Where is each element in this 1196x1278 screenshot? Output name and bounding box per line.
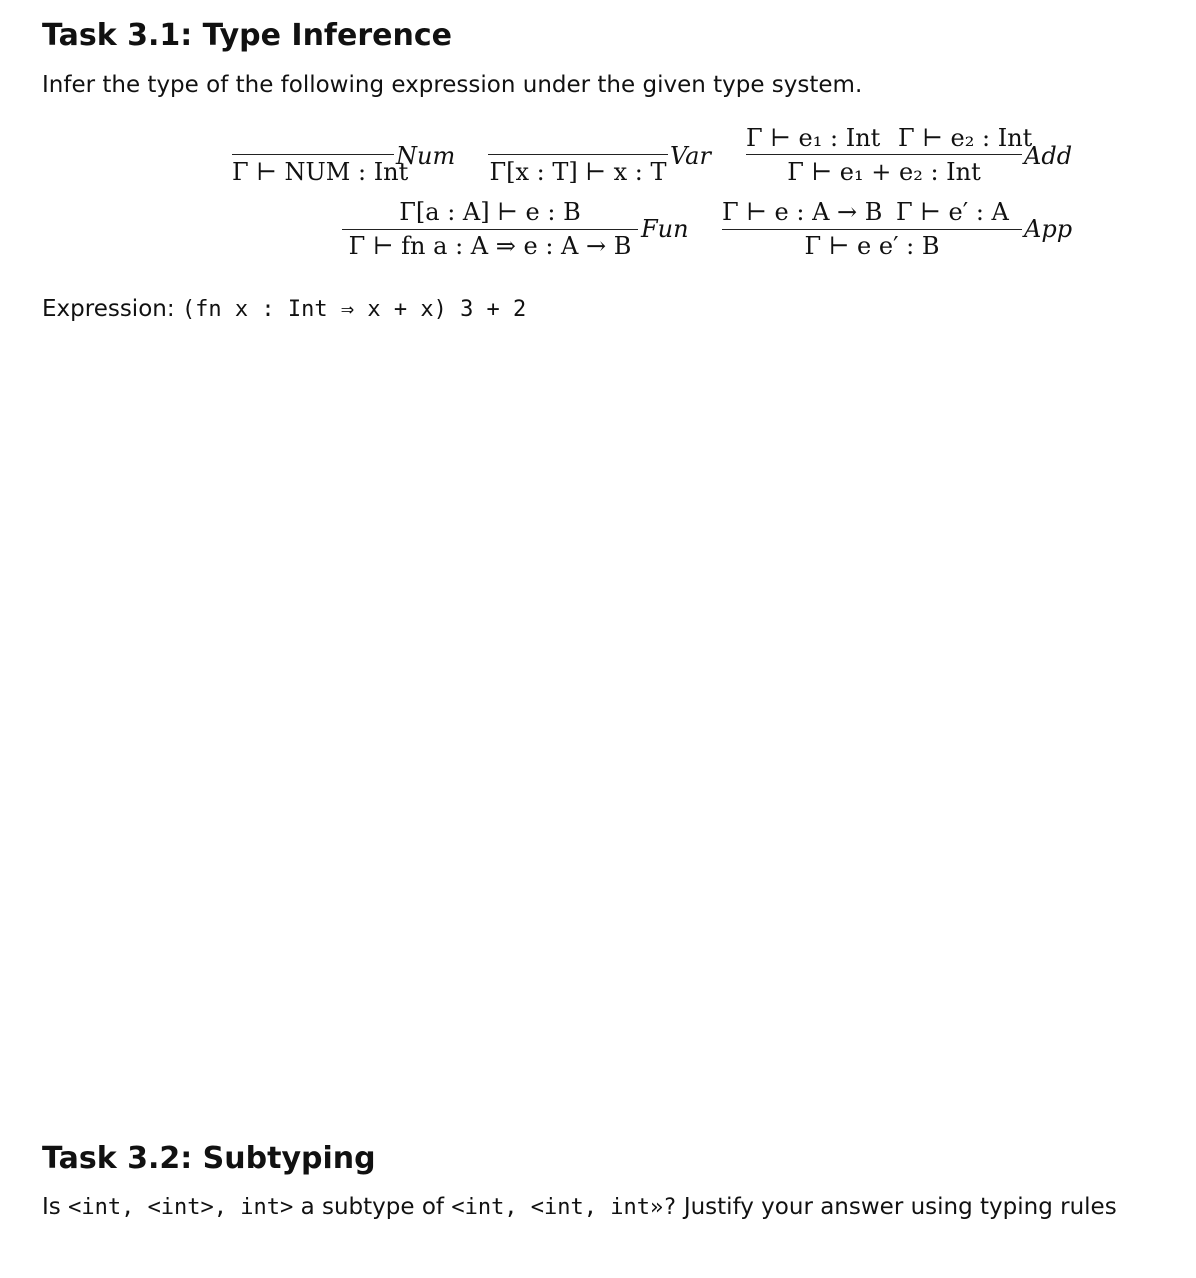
rule-num-name: Num [396,142,456,170]
rule-add-premise-2: Γ ⊢ e₂ : Int [898,124,1033,152]
rule-add-conclusion: Γ ⊢ e₁ + e₂ : Int [787,158,981,186]
expression-code: (fn x : Int ⇒ x + x) 3 + 2 [181,297,527,322]
rule-add-bar [746,154,1022,155]
type-1: <int, <int>, int> [68,1195,294,1220]
rule-app-name: App [1024,215,1073,243]
rule-var-name: Var [670,142,711,170]
question-prefix: Is [42,1194,61,1220]
rule-var-bar [488,154,668,155]
rule-app-premise-1: Γ ⊢ e : A → B [722,198,883,226]
rule-fun-bar [342,229,638,230]
task-3-1-title: Task 3.1: Type Inference [42,18,452,53]
expression-line [42,296,526,322]
rule-num-conclusion: Γ ⊢ NUM : Int [232,158,409,186]
task-3-2-question [42,1194,1117,1220]
rule-app-conclusion: Γ ⊢ e e′ : B [804,232,940,260]
question-suffix: Justify your answer using typing rules [683,1194,1117,1220]
rule-fun-name: Fun [641,215,689,243]
rule-fun-conclusion: Γ ⊢ fn a : A ⇒ e : A → B [348,232,632,260]
expression-label: Expression: [42,296,175,322]
rule-app-bar [722,229,1022,230]
rule-var-conclusion: Γ[x : T] ⊢ x : T [489,158,667,186]
rule-add-name: Add [1024,142,1073,170]
task-3-1-instruction: Infer the type of the following expression under the given type system. [42,72,863,98]
rule-app-premise-2: Γ ⊢ e′ : A [896,198,1009,226]
task-3-2-title: Task 3.2: Subtyping [42,1141,376,1176]
type-2: <int, <int, int»? [451,1195,677,1220]
question-middle: a subtype of [300,1194,445,1220]
rule-add-premise-1: Γ ⊢ e₁ : Int [746,124,881,152]
rule-num-bar [232,154,394,155]
rule-fun-premise: Γ[a : A] ⊢ e : B [399,198,581,226]
